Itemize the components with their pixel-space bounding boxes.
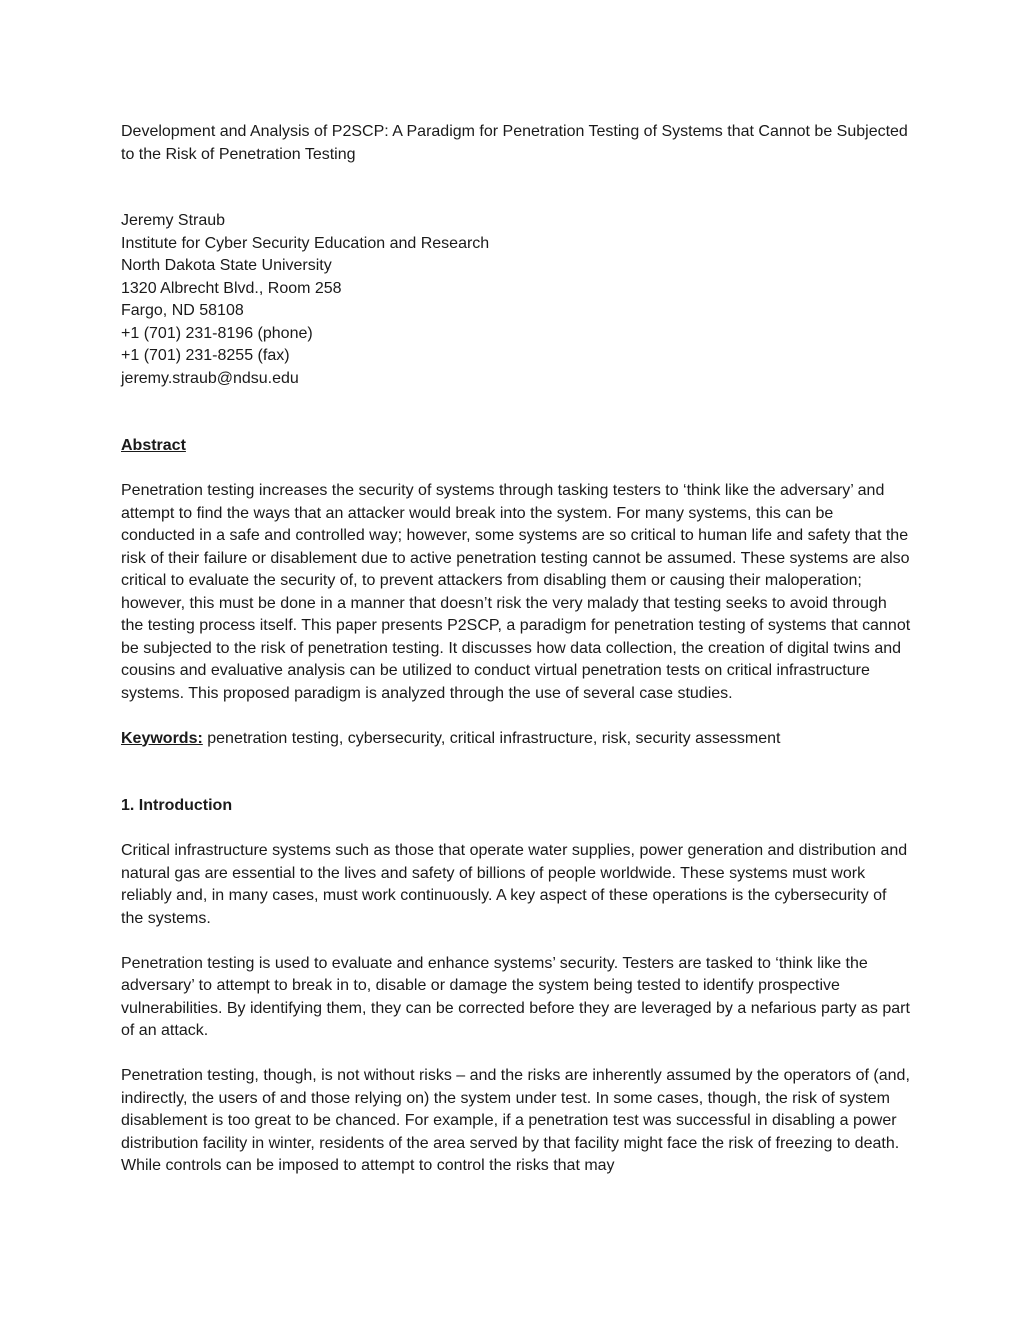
keywords-line: [121, 728, 911, 751]
author-name: Jeremy Straub: [121, 212, 226, 229]
author-university: North Dakota State University: [121, 257, 332, 274]
author-email: jeremy.straub@ndsu.edu: [121, 369, 299, 387]
introduction-heading: 1. Introduction: [121, 797, 233, 814]
keywords-label: Keywords:: [121, 729, 203, 747]
intro-paragraph-2: Penetration testing is used to evaluate and enhance systems’ security. Testers are tasked to ‘think like the adversary’ to attempt to break in to, disable or damage the system being tested to identify prospective vulnerabilities. By identifying them, they can be corrected before they are leveraged by a nefarious party as part of an attack.: [121, 954, 910, 1039]
author-block: [121, 210, 911, 390]
abstract-heading: Abstract: [121, 437, 186, 454]
abstract-text: Penetration testing increases the security of systems through tasking testers to ‘think like the adversary’ and attempt to find the ways that an attacker would break into the system. For many systems, this can be conducted in a safe and controlled way; however, some systems are so critical to human life and safety that the risk of their failure or disablement due to active penetration testing cannot be assumed. These systems are also critical to evaluate the security of, to prevent attackers from disabling them or causing their maloperation; however, this must be done in a manner that doesn’t risk the very malady that testing seeks to avoid through the testing process itself. This paper presents P2SCP, a paradigm for penetration testing of systems that cannot be subjected to the risk of penetration testing. It discusses how data collection, the creation of digital twins and cousins and evaluative analysis can be utilized to conduct virtual penetration tests on critical infrastructure systems. This proposed paradigm is analyzed through the use of several case studies.: [121, 482, 911, 702]
author-address: 1320 Albrecht Blvd., Room 258: [121, 279, 342, 297]
author-phone: +1 (701) 231-8196 (phone): [121, 324, 313, 342]
author-city: Fargo, ND 58108: [121, 302, 244, 319]
paper-page: [121, 121, 911, 1178]
intro-paragraph-3: Penetration testing, though, is not without risks – and the risks are inherently assumed by the operators of (and, indirectly, the users of and those relying on) the system under test. In some cases, though, the risk of system disablement is too great to be chanced. For example, if a penetration test was successful in disabling a power distribution facility in winter, residents of the area served by that facility might face the risk of freezing to death. While controls can be imposed to attempt to control the risks that may: [121, 1067, 910, 1174]
keywords-text: penetration testing, cybersecurity, critical infrastructure, risk, security assessment: [202, 729, 781, 747]
author-fax: +1 (701) 231-8255 (fax): [121, 347, 290, 364]
paper-title: Development and Analysis of P2SCP: A Paradigm for Penetration Testing of Systems that Cannot be Subjected to the Risk of Penetration Testing: [121, 123, 908, 163]
author-institute: Institute for Cyber Security Education and Research: [121, 234, 490, 252]
intro-paragraph-1: Critical infrastructure systems such as those that operate water supplies, power generation and distribution and natural gas are essential to the lives and safety of billions of people worldwide. These systems must work reliably and, in many cases, must work continuously. A key aspect of these operations is the cybersecurity of the systems.: [121, 842, 908, 927]
